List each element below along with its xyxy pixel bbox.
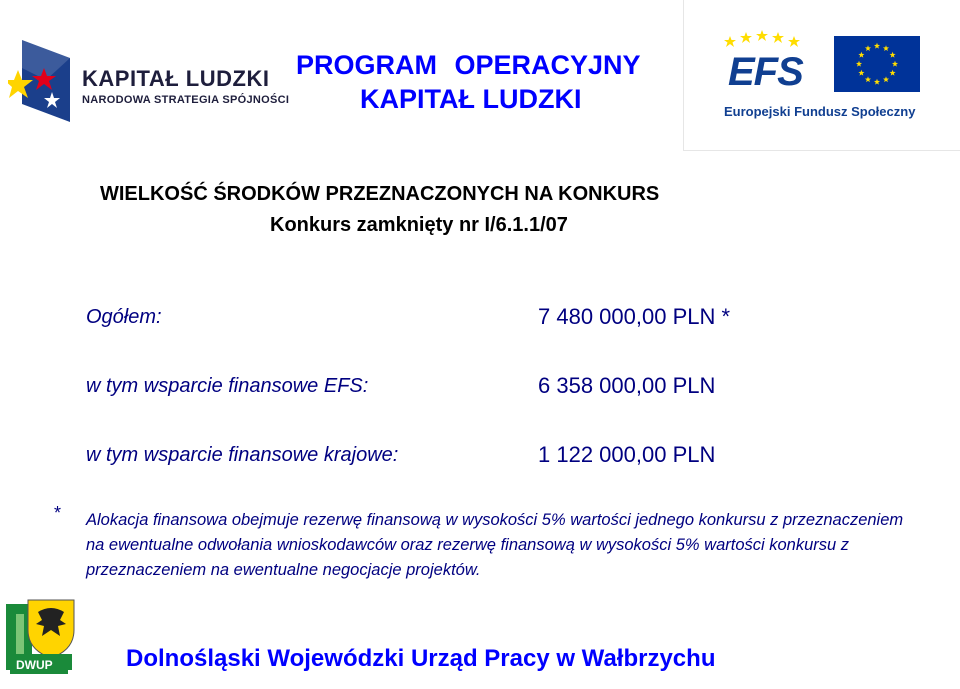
efs-support-value: 6 358 000,00 PLN	[538, 373, 716, 398]
efs-logo	[683, 0, 960, 151]
efs-caption: Europejski Fundusz Społeczny	[724, 104, 916, 119]
efs-letters: EFS	[728, 50, 803, 94]
program-title-line1: PROGRAM OPERACYJNY	[296, 50, 641, 80]
contest-heading: WIELKOŚĆ ŚRODKÓW PRZEZNACZONYCH NA KONKURS	[100, 183, 660, 205]
total-label: Ogółem:	[86, 306, 162, 328]
national-support-value: 1 122 000,00 PLN	[538, 442, 716, 467]
kapital-ludzki-subtitle: NARODOWA STRATEGIA SPÓJNOŚCI	[82, 94, 290, 106]
footer-institution: Dolnośląski Wojewódzki Urząd Pracy w Wałbrzychu	[126, 645, 716, 672]
footnote-text: Alokacja finansowa obejmuje rezerwę finansową w wysokości 5% wartości jednego konkursu z przeznaczeniem na ewentualne odwołania wnioskodawców oraz rezerwę finansową w wysokości 5% wartości konkursu z przeznaczeniem na ewentualne negocjacje projektów.	[86, 511, 904, 579]
eu-flag-icon	[834, 36, 920, 92]
efs-support-label: w tym wsparcie finansowe EFS:	[86, 375, 369, 397]
kapital-ludzki-logo	[8, 40, 290, 130]
kapital-ludzki-title: KAPITAŁ LUDZKI	[82, 66, 270, 91]
program-title-line2: KAPITAŁ LUDZKI	[360, 84, 582, 114]
contest-number: Konkurs zamknięty nr I/6.1.1/07	[270, 214, 568, 236]
dwup-logo	[2, 594, 114, 684]
dwup-label: DWUP	[16, 658, 53, 672]
national-support-label: w tym wsparcie finansowe krajowe:	[86, 444, 399, 466]
lower-silesia-eagle-icon	[2, 594, 114, 684]
footnote-marker: *	[54, 503, 62, 523]
total-value: 7 480 000,00 PLN *	[538, 304, 731, 329]
kapital-ludzki-emblem-icon	[8, 40, 78, 130]
